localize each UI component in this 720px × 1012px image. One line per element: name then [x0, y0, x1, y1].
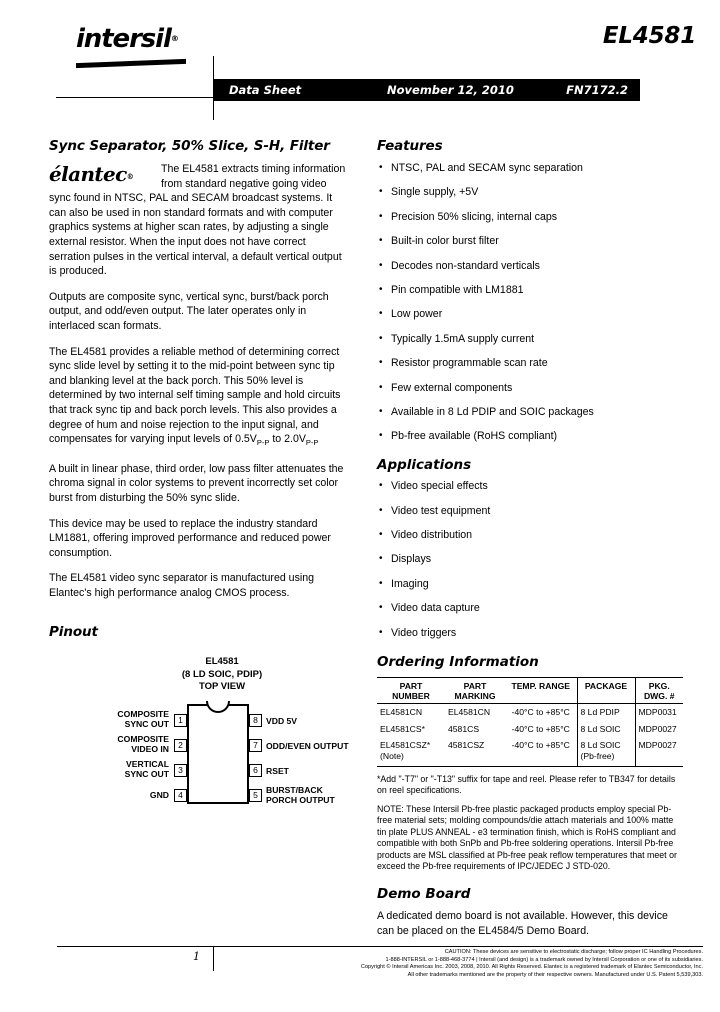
column-header-temp-range: TEMP. RANGE [505, 677, 577, 704]
applications-heading: Applications [377, 457, 472, 474]
cell-part-marking: 4581CSZ [445, 737, 505, 766]
page-number: 1 [193, 950, 200, 963]
pinout-package-name: (8 LD SOIC, PDIP) [181, 668, 263, 680]
slice-level-text-b: to 2.0V [269, 433, 306, 446]
page-header [0, 0, 720, 120]
footer-caution-line: CAUTION: These devices are sensitive to electrostatic discharge; follow proper IC Handling Procedures. [444, 949, 703, 955]
cell-temp-range: -40°C to +85°C [511, 707, 570, 718]
pin-label-8: VDD 5V [266, 715, 298, 726]
feature-item-4: • Decodes non-standard verticals [377, 260, 683, 273]
slice-level-paragraph [49, 345, 349, 451]
pinout-diagram [49, 698, 359, 810]
demo-board-text: A dedicated demo board is not available. However, this device can be placed on the EL4584/5 Demo Board. [377, 910, 668, 937]
column-header-package: PACKAGE [577, 677, 635, 704]
intro-paragraph-text: The EL4581 extracts timing information from standard negative going video sync found in NTSC, PAL and SECAM broadcast systems. It can also be used in non standard formats and with computer graphics systems at higher scan rates, by adjusting a single external resistor. When the input does not have correct serration pulses in the vertical interval, a default vertical output is produced. [49, 163, 346, 278]
intersil-logo-text: intersil [76, 24, 171, 54]
left-column [49, 138, 349, 612]
datasheet-banner [213, 79, 640, 101]
pin-label-5: BURST/BACK PORCH OUTPUT [266, 784, 335, 805]
application-item-4: • Imaging [377, 578, 683, 591]
pin-label-3: VERTICAL SYNC OUT [124, 758, 169, 779]
elantec-logo [49, 164, 153, 187]
application-item-5: • Video data capture [377, 602, 683, 615]
demo-board-heading: Demo Board [377, 886, 471, 903]
footer-contact-line: 1-888-INTERSIL or 1-888-468-3774 | Intersil (and design) is a trademark owned by Intersil Corporation or one of its subsidiaries. [385, 956, 703, 963]
right-column [377, 138, 683, 950]
cell-part-marking: EL4581CN [448, 707, 491, 718]
feature-item-8: • Resistor programmable scan rate [377, 357, 683, 370]
cell-pkg-dwg: MDP0027 [635, 721, 683, 737]
feature-item-3: • Built-in color burst filter [377, 235, 683, 248]
cell-part-number: EL4581CN [380, 707, 423, 718]
feature-item-1: • Single supply, +5V [377, 186, 683, 199]
pin-number-7: 7 [249, 739, 262, 752]
elantec-logo-text: élantec [49, 162, 127, 186]
feature-item-6: • Low power [377, 308, 683, 321]
table-row [377, 704, 683, 721]
elantec-registered-icon: ® [126, 172, 134, 181]
process-paragraph: The EL4581 video sync separator is manufactured using Elantec's high performance analog CMOS process. [49, 572, 314, 599]
pin-label-6: RSET [266, 765, 289, 776]
pin-number-5: 5 [249, 789, 262, 802]
feature-item-11: • Pb-free available (RoHS compliant) [377, 430, 683, 443]
pinout-section [49, 624, 359, 810]
intersil-logo [76, 24, 179, 54]
footer-horizontal-rule [57, 946, 703, 947]
feature-item-0: • NTSC, PAL and SECAM sync separation [377, 162, 683, 175]
chip-body [187, 704, 249, 804]
lm1881-paragraph: This device may be used to replace the industry standard LM1881, offering improved performance and reduced power consumption. [49, 517, 331, 559]
features-list [377, 162, 683, 443]
features-heading: Features [377, 138, 443, 154]
product-subtitle: Sync Separator, 50% Slice, S-H, Filter [49, 138, 330, 154]
table-row [377, 721, 683, 737]
cell-part-number: EL4581CS* [380, 723, 425, 734]
ordering-table-body [377, 704, 683, 767]
pinout-device-name: EL4581 [205, 656, 239, 667]
vpp-subscript-2: P-P [305, 438, 319, 448]
pinout-view-label: TOP VIEW [198, 681, 246, 693]
ordering-information-table [377, 677, 683, 767]
registered-trademark-icon: ® [170, 34, 179, 43]
footer-legal-text [60, 949, 703, 979]
table-row [377, 737, 683, 766]
pin-label-7: ODD/EVEN OUTPUT [266, 740, 349, 751]
footer-copyright-line: Copyright © Intersil Americas Inc. 2003, 2008, 2010. All Rights Reserved. Elantec is a registered trademark of Elantec Semiconductor, Inc. [360, 964, 703, 971]
pin-label-4: GND [149, 789, 169, 800]
feature-item-10: • Available in 8 Ld PDIP and SOIC packages [377, 406, 683, 419]
footer-trademark-line: All other trademarks mentioned are the property of their respective owners. Manufactured under U.S. Patent 5,539,303. [407, 971, 703, 978]
pin-number-1: 1 [174, 714, 187, 727]
column-header-part-number: PART NUMBER [377, 677, 445, 704]
feature-item-5: • Pin compatible with LM1881 [377, 284, 683, 297]
banner-doc-id: FN7172.2 [566, 83, 628, 97]
pinout-heading: Pinout [49, 624, 98, 640]
cell-package: 8 Ld SOIC [577, 721, 635, 737]
cell-package: 8 Ld PDIP [577, 704, 635, 721]
intro-paragraph [49, 162, 349, 279]
pin-number-6: 6 [249, 764, 262, 777]
banner-date: November 12, 2010 [387, 83, 514, 97]
pin-label-2: COMPOSITE VIDEO IN [117, 733, 169, 754]
ordering-information-heading: Ordering Information [377, 653, 539, 670]
application-item-6: • Video triggers [377, 627, 683, 640]
header-horizontal-rule [56, 97, 214, 98]
cell-temp-range: -40°C to +85°C [511, 723, 570, 734]
applications-list [377, 480, 683, 639]
cell-package: 8 Ld SOIC (Pb-free) [577, 737, 635, 766]
application-item-0: • Video special effects [377, 480, 683, 493]
pin-number-8: 8 [249, 714, 262, 727]
pin-number-4: 4 [174, 789, 187, 802]
pinout-device-caption [85, 656, 359, 694]
slice-level-text-a: The EL4581 provides a reliable method of determining correct sync slide level by setting it to the mid-point between sync tip and blanking level at the back porch. This 50% level is determined by two internal self timing sample and hold circuits that track sync tip and back porch levels. This also provides a degree of hum and noise rejection to the input signal, and compensates for varying input levels of 0.5V [49, 345, 341, 446]
outputs-paragraph: Outputs are composite sync, vertical sync, burst/back porch output, and odd/even output. The later operates only in interlaced scan formats. [49, 290, 329, 332]
cell-temp-range: -40°C to +85°C [505, 737, 577, 766]
column-header-pkg-dwg: PKG. DWG. # [635, 677, 683, 704]
pin-number-3: 3 [174, 764, 187, 777]
cell-part-number: EL4581CSZ* (Note) [377, 737, 445, 766]
feature-item-9: • Few external components [377, 382, 683, 395]
column-header-part-marking: PART MARKING [445, 677, 505, 704]
cell-pkg-dwg: MDP0027 [635, 737, 683, 766]
intersil-logo-underbar [76, 59, 186, 68]
table-header-row [377, 677, 683, 704]
cell-part-marking: 4581CS [448, 723, 480, 734]
feature-item-2: • Precision 50% slicing, internal caps [377, 211, 683, 224]
ordering-footnote-pbfree-note: NOTE: These Intersil Pb-free plastic packaged products employ special Pb-free material sets; molding compounds/die attach materials and 100% matte tin plate PLUS ANNEAL - e3 termination finish, which is RoHS compliant and compatible with both SnPb and Pb-free soldering operations. Intersil Pb-free products are MSL classified at Pb-free peak reflow temperatures that meet or exceed the Pb-free requirements of IPC/JEDEC J STD-020. [377, 803, 677, 871]
page-title: EL4581 [602, 23, 696, 49]
application-item-2: • Video distribution [377, 529, 683, 542]
ordering-footnote-tape-reel: *Add "-T7" or "-T13" suffix for tape and reel. Please refer to TB347 for details on reel specifications. [377, 774, 676, 796]
vpp-subscript-1: P-P [256, 438, 270, 448]
feature-item-7: • Typically 1.5mA supply current [377, 333, 683, 346]
application-item-1: • Video test equipment [377, 505, 683, 518]
application-item-3: • Displays [377, 553, 683, 566]
pin-label-1: COMPOSITE SYNC OUT [117, 708, 169, 729]
filter-paragraph: A built in linear phase, third order, low pass filter attenuates the chroma signal in color systems to prevent incorrectly set color burst from disturbing the 50% sync slide. [49, 462, 344, 504]
pin-number-2: 2 [174, 739, 187, 752]
cell-pkg-dwg: MDP0031 [635, 704, 683, 721]
banner-doc-type: Data Sheet [229, 83, 302, 97]
